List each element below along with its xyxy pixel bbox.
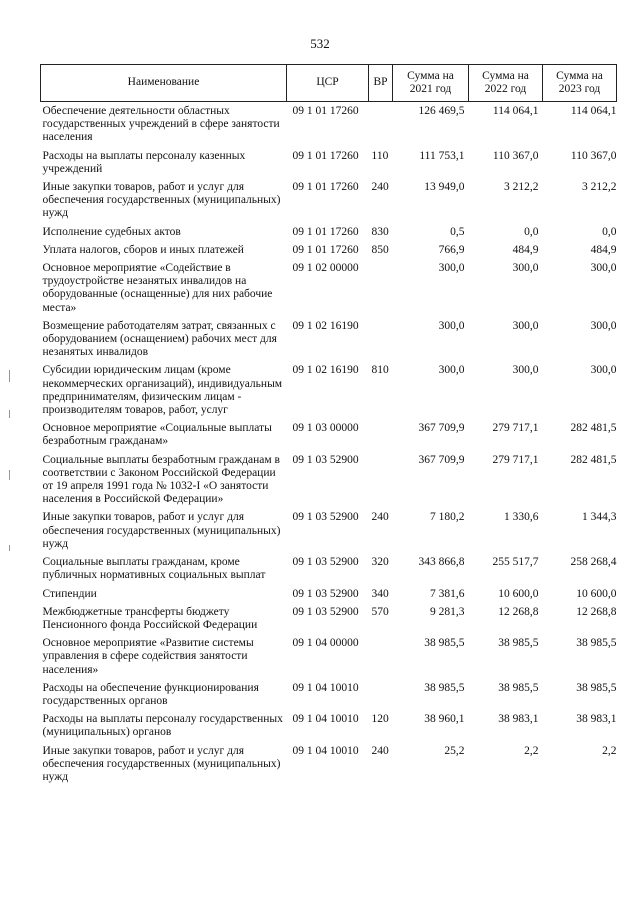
row-csr: 09 1 03 00000	[292, 422, 359, 435]
row-vr: 340	[371, 587, 389, 600]
row-sum-2022: 38 985,5	[498, 637, 539, 650]
row-sum-2022: 3 212,2	[504, 181, 539, 194]
row-sum-2021: 367 709,9	[418, 422, 465, 435]
table-row	[41, 553, 617, 584]
row-sum-2021: 300,0	[438, 319, 465, 332]
table-row	[41, 102, 617, 147]
row-sum-2022: 114 064,1	[492, 105, 539, 117]
row-vr	[369, 679, 393, 710]
row-sum-2023: 0,0	[602, 225, 617, 238]
row-sum-2022: 0,0	[524, 225, 539, 238]
row-name: Расходы на выплаты персоналу государственных (муниципальных) органов	[42, 713, 283, 739]
row-sum-2021: 9 281,3	[430, 605, 465, 618]
row-sum-2023: 300,0	[590, 262, 617, 275]
row-sum-2021: 13 949,0	[424, 181, 465, 194]
budget-table	[40, 64, 617, 786]
row-sum-2022: 2,2	[524, 744, 539, 757]
row-name: Исполнение судебных актов	[42, 225, 181, 238]
row-sum-2023: 258 268,4	[570, 556, 617, 569]
row-csr: 09 1 02 16190	[292, 364, 359, 377]
row-sum-2022: 110 367,0	[492, 149, 539, 162]
page-number: 532	[310, 36, 330, 51]
row-sum-2022: 38 983,1	[498, 713, 539, 726]
row-sum-2021: 38 985,5	[424, 681, 465, 694]
row-csr: 09 1 04 00000	[292, 637, 359, 650]
table-row	[41, 508, 617, 553]
row-vr: 110	[371, 149, 389, 162]
row-name: Иные закупки товаров, работ и услуг для обеспечения государственных (муниципальных) нужд	[42, 181, 281, 220]
table-row	[41, 259, 617, 317]
table-row	[41, 603, 617, 634]
row-sum-2021: 766,9	[438, 243, 465, 256]
row-sum-2021: 343 866,8	[418, 556, 465, 569]
row-csr: 09 1 01 17260	[292, 225, 359, 238]
header-csr: ЦСР	[287, 65, 369, 102]
row-name: Основное мероприятие «Развитие системы управления в сфере содействия занятости населения»	[42, 637, 254, 676]
table-row	[41, 361, 617, 419]
row-sum-2023: 38 983,1	[576, 713, 617, 726]
row-csr: 09 1 04 10010	[292, 681, 359, 694]
row-name: Межбюджетные трансферты бюджету Пенсионного фонда Российской Федерации	[42, 605, 258, 631]
row-vr	[369, 419, 393, 450]
row-name: Расходы на выплаты персоналу казенных учреждений	[42, 149, 246, 175]
row-csr: 09 1 01 17260	[292, 243, 359, 256]
row-sum-2022: 1 330,6	[504, 511, 539, 524]
row-sum-2021: 111 753,1	[419, 149, 465, 162]
table-row	[41, 223, 617, 241]
row-sum-2022: 255 517,7	[492, 556, 539, 569]
header-sum-2022: Сумма на 2022 год	[469, 65, 543, 102]
row-sum-2023: 114 064,1	[570, 105, 617, 117]
row-sum-2021: 126 469,5	[418, 105, 465, 117]
row-csr: 09 1 03 52900	[292, 587, 359, 600]
row-vr	[369, 451, 393, 509]
row-sum-2023: 1 344,3	[582, 511, 617, 524]
row-name: Иные закупки товаров, работ и услуг для обеспечения государственных (муниципальных) нужд	[42, 511, 281, 550]
table-row	[41, 585, 617, 603]
table-row	[41, 451, 617, 509]
header-sum-2023: Сумма на 2023 год	[543, 65, 617, 102]
row-sum-2022: 300,0	[512, 364, 539, 377]
row-sum-2022: 12 268,8	[498, 605, 539, 618]
row-sum-2023: 110 367,0	[570, 149, 617, 162]
row-sum-2021: 300,0	[438, 262, 465, 275]
row-sum-2023: 38 985,5	[576, 637, 617, 650]
row-name: Расходы на обеспечение функционирования государственных органов	[42, 681, 259, 707]
row-vr	[369, 634, 393, 679]
row-sum-2022: 279 717,1	[492, 422, 539, 435]
table-row	[41, 241, 617, 259]
margin-mark	[9, 410, 10, 418]
row-csr: 09 1 01 17260	[292, 181, 359, 194]
row-name: Возмещение работодателям затрат, связанных с оборудованием (оснащением) рабочих мест для незанятых инвалидов	[42, 319, 277, 359]
table-row	[41, 742, 617, 787]
row-sum-2022: 300,0	[512, 262, 539, 275]
row-sum-2023: 282 481,5	[570, 453, 617, 466]
row-name: Социальные выплаты безработным гражданам в соответствии с Законом Российской Федерации от 19 апреля 1991 года № 1032-I «О занятости населения в Российской Федерации»	[42, 453, 280, 506]
row-sum-2023: 484,9	[590, 243, 617, 256]
row-sum-2023: 282 481,5	[570, 422, 617, 435]
table-row	[41, 317, 617, 362]
row-vr: 240	[371, 744, 389, 757]
row-vr: 320	[371, 556, 389, 569]
table-row	[41, 634, 617, 679]
row-sum-2021: 38 960,1	[424, 713, 465, 726]
row-sum-2023: 12 268,8	[576, 605, 617, 618]
row-sum-2022: 484,9	[512, 243, 539, 256]
table-row	[41, 679, 617, 710]
row-csr: 09 1 04 10010	[292, 713, 359, 726]
margin-mark	[9, 470, 10, 480]
row-sum-2022: 38 985,5	[498, 681, 539, 694]
row-name: Субсидии юридическим лицам (кроме некоммерческих организаций), индивидуальным предпринимателям, физическим лицам - производителям товаров, работ, услуг	[42, 364, 283, 417]
row-sum-2022: 279 717,1	[492, 453, 539, 466]
row-sum-2021: 367 709,9	[418, 453, 465, 466]
row-sum-2023: 10 600,0	[576, 587, 617, 600]
row-sum-2023: 2,2	[602, 744, 617, 757]
row-name: Стипендии	[42, 587, 97, 600]
header-vr: ВР	[369, 65, 393, 102]
row-csr: 09 1 02 16190	[292, 319, 359, 332]
row-vr: 240	[371, 511, 389, 524]
row-sum-2021: 7 381,6	[430, 587, 465, 600]
row-csr: 09 1 01 17260	[292, 105, 359, 117]
row-vr: 850	[371, 243, 389, 256]
row-sum-2021: 25,2	[444, 744, 465, 757]
row-csr: 09 1 01 17260	[292, 149, 359, 162]
row-csr: 09 1 03 52900	[292, 453, 359, 466]
row-sum-2023: 38 985,5	[576, 681, 617, 694]
row-vr: 830	[371, 225, 389, 238]
row-name: Основное мероприятие «Содействие в трудоустройстве незанятых инвалидов на оборудованные (оснащенные) для них рабочие места»	[42, 262, 273, 314]
row-name: Основное мероприятие «Социальные выплаты безработным гражданам»	[42, 422, 272, 448]
row-sum-2022: 10 600,0	[498, 587, 539, 600]
row-csr: 09 1 03 52900	[292, 556, 359, 569]
margin-mark	[9, 370, 10, 382]
row-csr: 09 1 03 52900	[292, 511, 359, 524]
row-vr: 240	[371, 181, 389, 194]
table-header-row	[41, 65, 617, 102]
row-sum-2023: 3 212,2	[582, 181, 617, 194]
row-name: Обеспечение деятельности областных государственных учреждений в сфере занятости населения	[42, 105, 280, 144]
table-row	[41, 710, 617, 741]
row-vr	[369, 317, 393, 362]
table-row	[41, 178, 617, 223]
row-vr	[369, 259, 393, 317]
row-sum-2021: 0,5	[450, 225, 465, 238]
row-vr: 810	[371, 364, 389, 377]
row-vr	[369, 102, 393, 147]
header-name: Наименование	[41, 65, 287, 102]
header-sum-2021: Сумма на 2021 год	[393, 65, 469, 102]
row-name: Социальные выплаты гражданам, кроме публичных нормативных социальных выплат	[42, 556, 266, 582]
row-sum-2023: 300,0	[590, 364, 617, 377]
table-row	[41, 147, 617, 178]
row-vr: 570	[371, 605, 389, 618]
table-row	[41, 419, 617, 450]
row-csr: 09 1 03 52900	[292, 605, 359, 618]
row-csr: 09 1 02 00000	[292, 262, 359, 275]
row-name: Уплата налогов, сборов и иных платежей	[42, 243, 244, 256]
margin-mark	[9, 545, 10, 551]
row-sum-2022: 300,0	[512, 319, 539, 332]
row-sum-2023: 300,0	[590, 319, 617, 332]
row-sum-2021: 38 985,5	[424, 637, 465, 650]
row-csr: 09 1 04 10010	[292, 744, 359, 757]
row-name: Иные закупки товаров, работ и услуг для обеспечения государственных (муниципальных) нужд	[42, 744, 281, 783]
row-sum-2021: 7 180,2	[430, 511, 465, 524]
row-sum-2021: 300,0	[438, 364, 465, 377]
row-vr: 120	[371, 713, 389, 726]
